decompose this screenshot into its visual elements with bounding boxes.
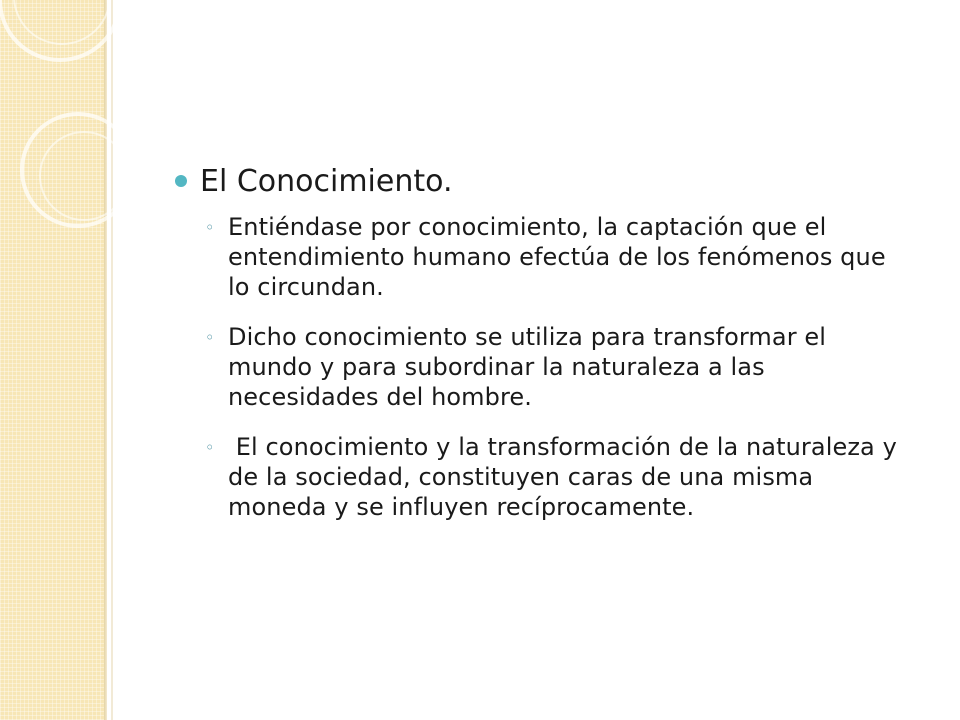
- slide-heading: El Conocimiento.: [200, 164, 453, 199]
- ring-bullet-icon: ◦: [205, 328, 215, 347]
- decorative-circles: [0, 0, 120, 720]
- sub-bullet-item: [175, 322, 905, 412]
- ring-bullet-icon: ◦: [205, 438, 215, 457]
- top-ring-inner: [14, 0, 110, 44]
- heading-item: [175, 160, 905, 204]
- heading-bullet-icon: [175, 175, 187, 187]
- sub-bullet-text: Dicho conocimiento se utiliza para transformar el mundo y para subordinar la naturaleza a las necesidades del hombre.: [228, 323, 827, 411]
- sub-bullet-item: [175, 432, 905, 522]
- sub-bullet-text: El conocimiento y la transformación de la naturaleza y de la sociedad, constituyen caras de una misma moneda y se influyen recíprocamente.: [228, 433, 905, 521]
- sub-bullet-text: Entiéndase por conocimiento, la captación que el entendimiento humano efectúa de los fenómenos que lo circundan.: [228, 213, 886, 301]
- sub-bullet-item: [175, 212, 905, 302]
- sub-bullet-list: [175, 212, 905, 522]
- middle-ring-outer: [22, 114, 120, 226]
- slide-content: [175, 160, 905, 542]
- top-ring-outer: [0, 0, 120, 60]
- middle-ring-inner: [40, 132, 120, 220]
- ring-bullet-icon: ◦: [205, 218, 215, 237]
